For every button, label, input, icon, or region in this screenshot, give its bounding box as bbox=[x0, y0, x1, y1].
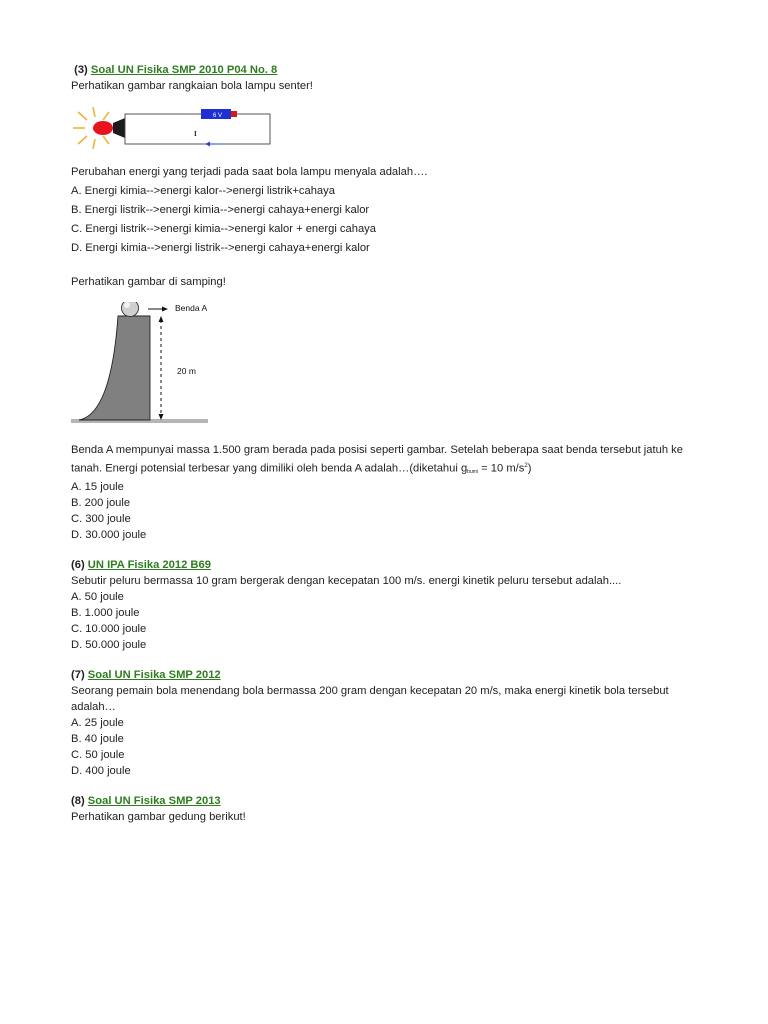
q7-question: Seorang pemain bola menendang bola bermassa 200 gram dengan kecepatan 20 m/s, maka energi kinetik bola tersebut adalah… bbox=[71, 684, 669, 713]
battery-terminal-icon bbox=[231, 111, 237, 117]
q3-option-a: A. Energi kimia-->energi kalor-->energi listrik+cahaya bbox=[71, 185, 335, 197]
battery-label: 6 V bbox=[213, 113, 223, 119]
tower-icon bbox=[79, 316, 150, 420]
circuit-diagram bbox=[71, 106, 281, 158]
q6-option-b: B. 1.000 joule bbox=[71, 606, 140, 619]
q4-option-b: B. 200 joule bbox=[71, 496, 131, 509]
q6-option-d: D. 50.000 joule bbox=[71, 638, 147, 651]
q3-option-b: B. Energi listrik-->energi kimia-->energi cahaya+energi kalor bbox=[71, 204, 370, 216]
q3-option-c: C. Energi listrik-->energi kimia-->energi kalor + energi cahaya bbox=[71, 223, 376, 235]
object-label: Benda A bbox=[175, 303, 208, 313]
ball-icon bbox=[122, 302, 139, 317]
q6-link[interactable]: UN IPA Fisika 2012 B69 bbox=[87, 558, 211, 571]
motion-arrow-icon bbox=[162, 307, 168, 312]
q8-number: (8) bbox=[71, 794, 85, 807]
q4-option-d: D. 30.000 joule bbox=[71, 528, 147, 541]
q3-link[interactable]: Soal UN Fisika SMP 2010 P04 No. 8 bbox=[90, 64, 278, 76]
q8-link[interactable]: Soal UN Fisika SMP 2013 bbox=[87, 794, 221, 807]
q3-option-d: D. Energi kimia-->energi listrik-->energi cahaya+energi kalor bbox=[71, 242, 370, 254]
q3-question: Perubahan energi yang terjadi pada saat bola lampu menyala adalah…. bbox=[71, 166, 428, 178]
document-page bbox=[71, 62, 711, 825]
circuit-wire bbox=[125, 114, 270, 144]
q6-question: Sebutir peluru bermassa 10 gram bergerak dengan kecepatan 100 m/s. energi kinetik peluru tersebut adalah.... bbox=[71, 574, 622, 587]
q3-number: (3) bbox=[74, 64, 88, 76]
height-label: 20 m bbox=[177, 366, 196, 376]
bulb-icon bbox=[93, 121, 113, 135]
current-arrow-icon bbox=[205, 142, 210, 147]
q7-number: (7) bbox=[71, 668, 85, 681]
q7-option-d: D. 400 joule bbox=[71, 764, 131, 777]
q7-heading bbox=[71, 667, 711, 683]
q3-prompt: Perhatikan gambar rangkaian bola lampu senter! bbox=[71, 80, 313, 92]
q7-option-b: B. 40 joule bbox=[71, 732, 124, 745]
q7-option-a: A. 25 joule bbox=[71, 716, 124, 729]
slope-figure bbox=[71, 302, 221, 432]
slope-diagram bbox=[71, 302, 221, 432]
q7-link[interactable]: Soal UN Fisika SMP 2012 bbox=[87, 668, 221, 681]
q6-option-a: A. 50 joule bbox=[71, 590, 124, 603]
bulb-socket-icon bbox=[113, 118, 125, 138]
q3-heading bbox=[71, 62, 711, 78]
q4-option-a: A. 15 joule bbox=[71, 480, 124, 493]
q4-option-c: C. 300 joule bbox=[71, 512, 131, 525]
q4-question: Benda A mempunyai massa 1.500 gram berada pada posisi seperti gambar. Setelah beberapa saat benda tersebut jatuh ke tanah. Energi potensial terbesar yang dimiliki oleh benda A adalah…(diketahui $g_{bumi} = 10$ $m/s^2$) bbox=[71, 444, 683, 475]
q8-heading bbox=[71, 793, 711, 809]
q6-heading bbox=[71, 557, 711, 573]
q8-prompt: Perhatikan gambar gedung berikut! bbox=[71, 810, 246, 823]
circuit-figure bbox=[71, 106, 281, 158]
q7-option-c: C. 50 joule bbox=[71, 748, 125, 761]
q4-prompt: Perhatikan gambar di samping! bbox=[71, 276, 226, 288]
q6-number: (6) bbox=[71, 558, 85, 571]
current-label: I bbox=[194, 130, 197, 138]
q6-option-c: C. 10.000 joule bbox=[71, 622, 147, 635]
